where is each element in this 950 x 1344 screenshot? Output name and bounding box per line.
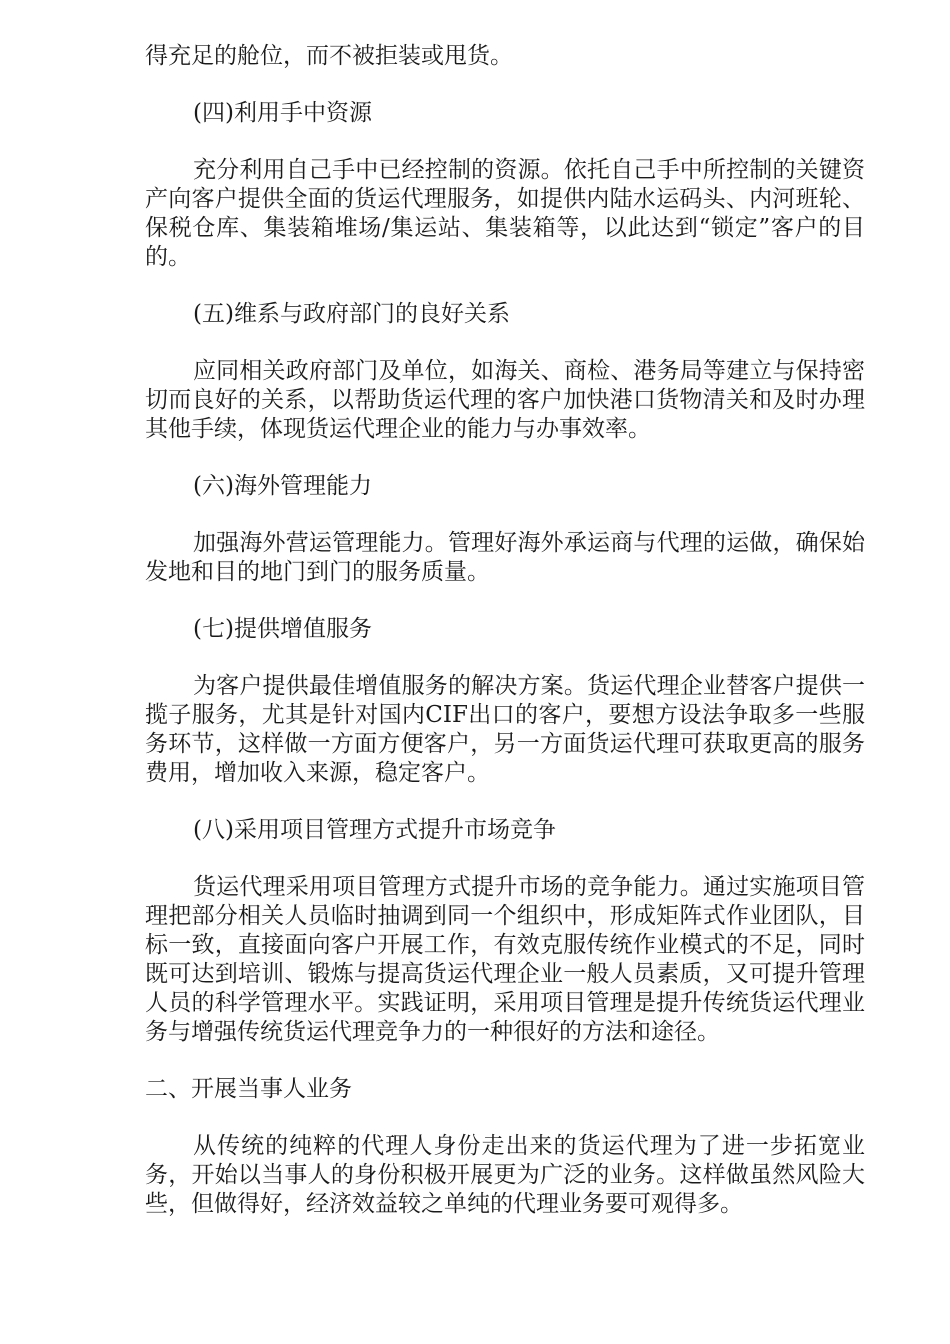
paragraph-continuation: 得充足的舱位，而不被拒装或甩货。 [145, 43, 513, 69]
paragraph-project-management: 货运代理采用项目管理方式提升市场的竞争能力。通过实施项目管理把部分相关人员临时抽调到同一个组织中，形成矩阵式作业团队，目标一致，直接面向客户开展工作，有效克服传统作业模式的不足，同时既可达到培训、锻炼与提高货运代理企业一般人员素质，又可提升管理人员的科学管理水平。实践证明，采用项目管理是提升传统货运代理业务与增强传统货运代理竞争力的一种很好的方法和途径。 [145, 874, 865, 1045]
subheading-seven: (七)提供增值服务 [193, 616, 372, 642]
section-heading-two: 二、开展当事人业务 [145, 1076, 352, 1102]
paragraph-overseas-management: 加强海外营运管理能力。管理好海外承运商与代理的运做，确保始发地和目的地门到门的服务质量。 [145, 530, 865, 585]
subheading-four: (四)利用手中资源 [193, 100, 372, 126]
paragraph-principal-business: 从传统的纯粹的代理人身份走出来的货运代理为了进一步拓宽业务，开始以当事人的身份积极开展更为广泛的业务。这样做虽然风险大些，但做得好，经济效益较之单纯的代理业务要可观得多。 [145, 1133, 865, 1217]
subheading-five: (五)维系与政府部门的良好关系 [193, 301, 510, 327]
subheading-six: (六)海外管理能力 [193, 473, 372, 499]
paragraph-government-relations: 应同相关政府部门及单位，如海关、商检、港务局等建立与保持密切而良好的关系，以帮助货运代理的客户加快港口货物清关和及时办理其他手续，体现货运代理企业的能力与办事效率。 [145, 358, 865, 442]
paragraph-resources: 充分利用自己手中已经控制的资源。依托自己手中所控制的关键资产向客户提供全面的货运代理服务，如提供内陆水运码头、内河班轮、保税仓库、集装箱堆场/集运站、集装箱等，以此达到“锁定”客户的目的。 [145, 157, 865, 270]
subheading-eight: (八)采用项目管理方式提升市场竞争 [193, 817, 556, 843]
paragraph-value-added-services: 为客户提供最佳增值服务的解决方案。货运代理企业替客户提供一揽子服务，尤其是针对国内CIF出口的客户，要想方设法争取多一些服务环节，这样做一方面方便客户，另一方面货运代理可获取更高的服务费用，增加收入来源，稳定客户。 [145, 673, 865, 786]
document-body [145, 42, 865, 1247]
